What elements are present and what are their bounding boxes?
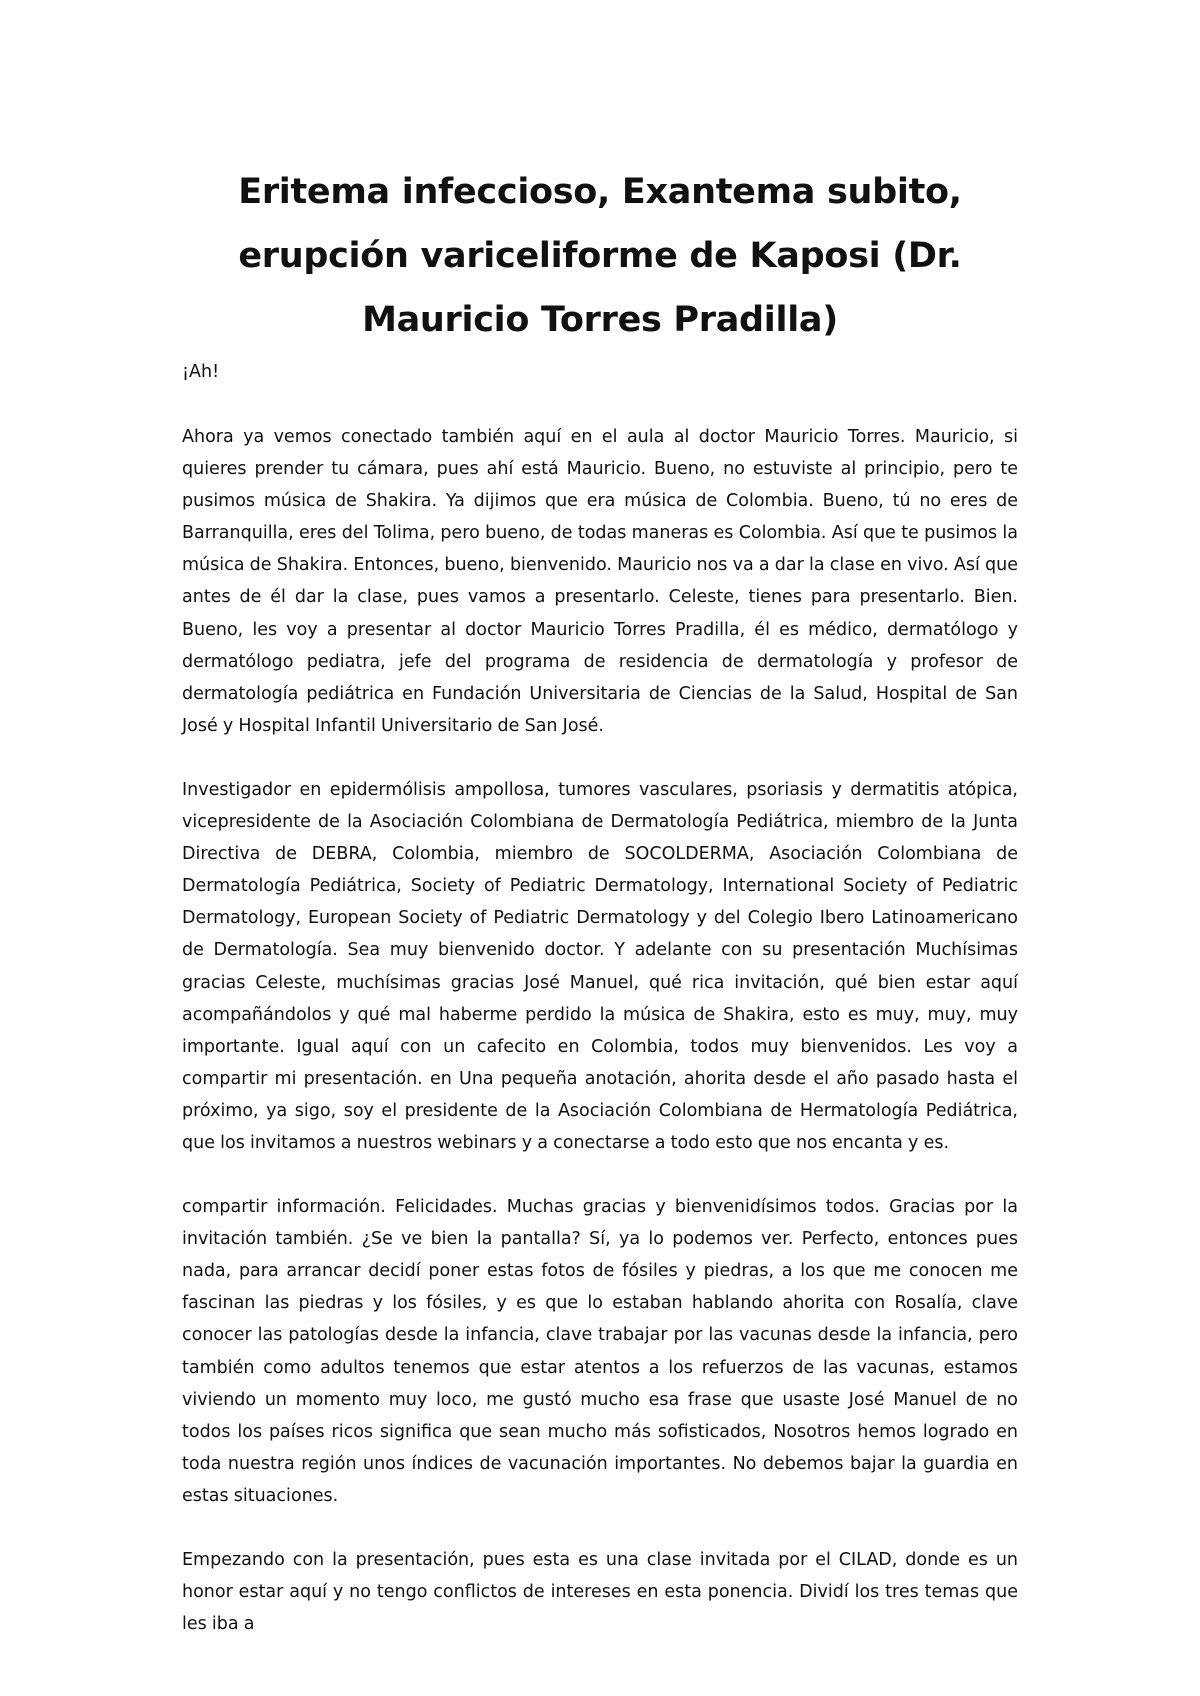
interjection-line: ¡Ah! [182, 362, 220, 382]
document-body [182, 160, 1018, 1635]
paragraph-credentials: Investigador en epidermólisis ampollosa, tumores vasculares, psoriasis y dermatitis atópica, vicepresidente de la Asociación Colombiana de Dermatología Pediátrica, miembro de la Junta Directiva de DEBRA, Colombia, miembro de SOCOLDERMA, Asociación Colombiana de Dermatología Pediátrica, Society of Pediatric Dermatology, International Society of Pediatric Dermatology, European Society of Pediatric Dermatology y del Colegio Ibero Latinoamericano de Dermatología. Sea muy bienvenido doctor. Y adelante con su presentación Muchísimas gracias Celeste, muchísimas gracias José Manuel, qué rica invitación, qué bien estar aquí acompañándolos y qué mal haberme perdido la música de Shakira, esto es muy, muy, muy importante. Igual aquí con un cafecito en Colombia, todos muy bienvenidos. Les voy a compartir mi presentación. en Una pequeña anotación, ahorita desde el año pasado hasta el próximo, ya sigo, soy el presidente de la Asociación Colombiana de Hermatología Pediátrica, que los invitamos a nuestros webinars y a conectarse a todo esto que nos encanta y es. [182, 779, 1018, 1153]
paragraph-intro: Ahora ya vemos conectado también aquí en el aula al doctor Mauricio Torres. Mauricio, si quieres prender tu cámara, pues ahí está Mauricio. Bueno, no estuviste al principio, pero te pusimos música de Shakira. Ya dijimos que era música de Colombia. Bueno, tú no eres de Barranquilla, eres del Tolima, pero bueno, de todas maneras es Colombia. Así que te pusimos la música de Shakira. Entonces, bueno, bienvenido. Mauricio nos va a dar la clase en vivo. Así que antes de él dar la clase, pues vamos a presentarlo. Celeste, tienes para presentarlo. Bien. Bueno, les voy a presentar al doctor Mauricio Torres Pradilla, él es médico, dermatólogo y dermatólogo pediatra, jefe del programa de residencia de dermatología y profesor de dermatología pediátrica en Fundación Universitaria de Ciencias de la Salud, Hospital de San José y Hospital Infantil Universitario de San José. [182, 427, 1018, 736]
document-title: Eritema infeccioso, Exantema subito, erupción variceliforme de Kaposi (Dr. Mauricio Torres Pradilla) [238, 172, 962, 340]
paragraph-opening: compartir información. Felicidades. Muchas gracias y bienvenidísimos todos. Gracias por la invitación también. ¿Se ve bien la pantalla? Sí, ya lo podemos ver. Perfecto, entonces pues nada, para arrancar decidí poner estas fotos de fósiles y piedras, a los que me conocen me fascinan las piedras y los fósiles, y es que lo estaban hablando ahorita con Rosalía, clave conocer las patologías desde la infancia, clave trabajar por las vacunas desde la infancia, pero también como adultos tenemos que estar atentos a los refuerzos de las vacunas, estamos viviendo un momento muy loco, me gustó mucho esa frase que usaste José Manuel de no todos los países ricos significa que sean mucho más sofisticados, Nosotros hemos logrado en toda nuestra región unos índices de vacunación importantes. No debemos bajar la guardia en estas situaciones. [182, 1197, 1018, 1506]
paragraph-presentation-start: Empezando con la presentación, pues esta es una clase invitada por el CILAD, donde es un honor estar aquí y no tengo conflictos de intereses en esta ponencia. Dividí los tres temas que les iba a [182, 1550, 1018, 1635]
